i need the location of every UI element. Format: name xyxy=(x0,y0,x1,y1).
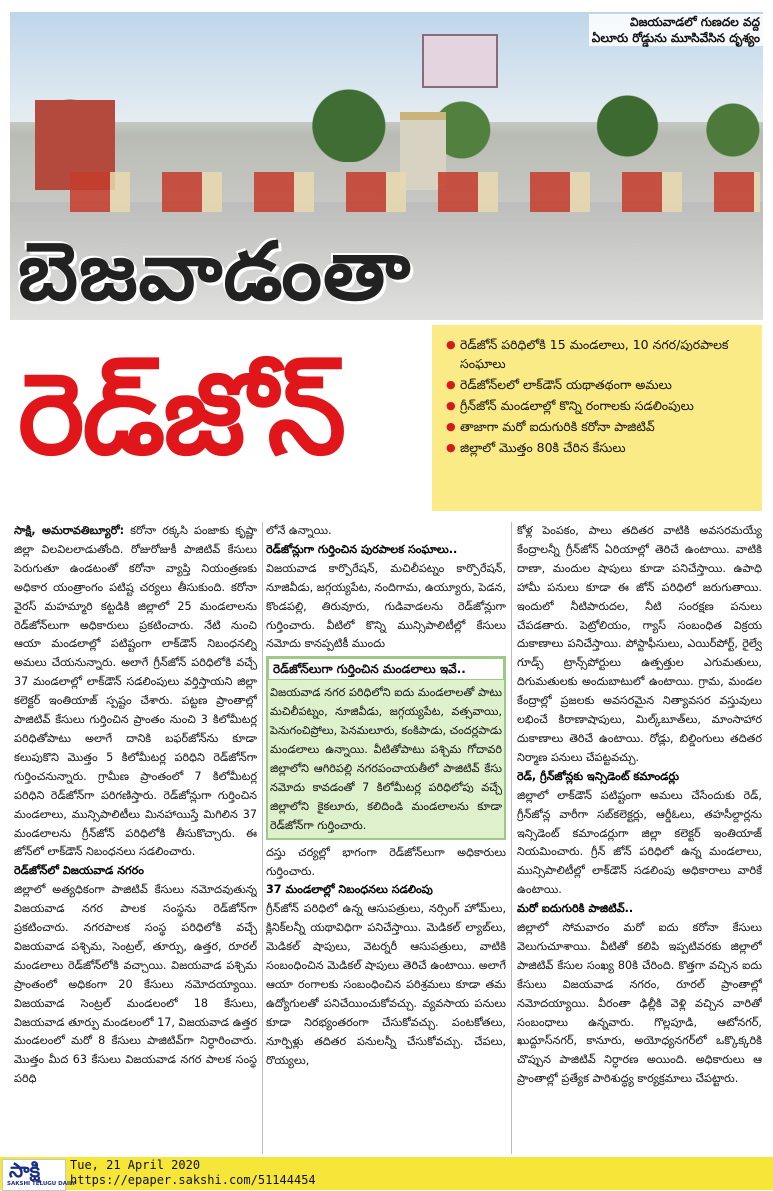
highlight-item: ● రెడ్‌జోన్ పరిధిలోకి 15 మండలాలు, 10 నగర/పురపాలక సంఘాలు xyxy=(460,335,762,373)
column-divider xyxy=(262,522,263,1154)
box-text: విజయవాడ నగర పరిధిలోని ఐదు మండలాలతో పాటు మచిలీపట్నం, నూజివీడు, జగ్గయ్యపేట, వత్సవాయి, పెనుగంచిప్రోలు, పెనమలూరు, కంకిపాడు, చందర్లపాడు మండలాలు ఉన్నాయి. వీటితోపాటు పశ్చిమ గోదావరి జిల్లాలోని ఆగిరిపల్లి నగరపంచాయతీలో పాజిటివ్ కేసు నమోదు కావడంతో 7 కిలోమీటర్ల పరిధిలోపు వచ్చే జిల్లాలోని కైకలూరు, కలిదిండి మండలాలను కూడా రెడ్‌జోన్‌గా గుర్తించారు. xyxy=(270,686,502,832)
sakshi-logo xyxy=(2,1158,76,1191)
highlight-item: ● జిల్లాలో మొత్తం 80కి చేరిన కేసులు xyxy=(460,438,762,457)
article-paragraph: దస్తు చర్యల్లో భాగంగా రెడ్‌జోన్‌లుగా అధికారులు గుర్తించారు. xyxy=(266,845,506,878)
box-title: రెడ్‌జోన్‌లుగా గుర్తించిన మండలాలు ఇవే.. xyxy=(268,658,504,680)
subheading: రెడ్, గ్రీన్‌జోన్లకు ఇన్సిడెంట్ కమాండర్లు xyxy=(517,769,679,783)
article-paragraph: లోనే ఉన్నాయి. xyxy=(266,524,332,537)
red-zone-mandals-box xyxy=(266,656,506,839)
edition-url[interactable]: https://epaper.sakshi.com/51144454 xyxy=(70,1173,316,1187)
photo-caption xyxy=(589,14,763,46)
article-paragraph: జిల్లాలో అత్యధికంగా పాజిటివ్ కేసులు నమోదవుతున్న విజయవాడ నగర పాలక సంస్థను రెడ్‌జోన్‌గా ప్రకటించారు. నగరపాలక సంస్థ పరిధిలోకి వచ్చే విజయవాడ పశ్చిమ, సెంట్రల్, తూర్పు, ఉత్తర, రూరల్ మండలాలు రెడ్‌జోన్‌లోకి వచ్చాయి. విజయవాడ పశ్చిమ ప్రాంతంలో అధికంగా 20 కేసులు నమోదయ్యాయి. విజయవాడ సెంట్రల్ మండలంలో 18 కేసులు, విజయవాడ తూర్పు మండలంలో 17, విజయవాడ ఉత్తర మండలంలో మరో 8 కేసులు పాజిటివ్‌గా నిర్ధారించారు. మొత్తం మీద 63 కేసులు విజయవాడ నగర పాలక సంస్థ పరిధి xyxy=(14,883,257,1086)
article-paragraph: కోళ్ల పెంపకం, పాలు తదితర వాటికి అవసరమయ్యే కేంద్రాలన్నీ గ్రీన్‌జోన్ ఏరియాల్లో తెరిచే ఉంటాయి. వాటికి దాణా, మందుల షాపులు కూడా పనిచేస్తాయి. ఉపాధి హామీ పనులు కూడా ఈ జోన్ పరిధిలో జరుగుతాయి. ఇందులో నీటిపారుదల, నీటి సంరక్షణ పనులు చేపడతారు. పెట్రోలియం, గ్యాస్ సంబంధిత విక్రయ దుకాణాలు పనిచేస్తాయి. పోస్టాఫీసులు, ఎయిర్‌పోర్ట్, రైల్వే గూడ్స్ ట్రాన్స్‌పోర్టులు ఉత్పత్తుల ఎగుమతులు, దిగుమతులకు అందుబాటులో ఉంటాయి. గ్రామ, మండల కేంద్రాల్లో ప్రజలకు అవసరమైన నిత్యావసర వస్తువులు లభించే కిరాణాషాపులు, మిల్క్‌బూత్‌లు, మాంసాహార దుకాణాలు తెరిచే ఉంటాయి. రోడ్లు, బిల్డింగులు తదితర నిర్మాణ పనులు చేపట్టవచ్చు. xyxy=(517,524,762,764)
subheading: రెడ్‌జోన్‌లో విజయవాడ నగరం xyxy=(14,864,144,878)
headline-line1: బెజవాడంతా xyxy=(18,225,412,318)
photo-caption-line2: ఏలూరు రోడ్డును మూసివేసిన దృశ్యం xyxy=(589,30,763,46)
article-text: కరోనా రక్కసి పంజాకు కృష్ణా జిల్లా విలవిలలాడుతోంది. రోజురోజుకీ పాజిటివ్ కేసులు పెరుగుతూ ఉండటంతో కరోనా వ్యాప్తి నియంత్రణకు అధికార యంత్రాంగం పటిష్ట చర్యలు తీసుకుంది. కరోనా వైరస్ మహమ్మారి కట్టడికి జిల్లాలో 25 మండలాలను రెడ్‌జోన్‌లుగా అధికారులు ప్రకటించారు. నేటి నుంచి ఆయా మండలాల్లో పటిష్టంగా లాక్‌డౌన్ నిబంధనల్ని అమలు చేయనున్నారు. అలాగే గ్రీన్‌జోన్ పరిధిలోకి వచ్చే 37 మండలాల్లో లాక్‌డౌన్ సడలింపులు వర్తిస్తాయని జిల్లా కలెక్టర్ ఇంతియాజ్ స్పష్టం చేశారు. పట్టణ ప్రాంతాల్లో పాజిటివ్ కేసులు గుర్తించిన ప్రాంతం నుంచి 3 కిలోమీటర్ల పరిధితోపాటు అలాగే దానికి బఫర్‌జోన్‌ను కూడా కలుపుకొని మొత్తం 5 కిలోమీటర్ల పరిధిని రెడ్‌జోన్‌గా గుర్తించనున్నారు. గ్రామీణ ప్రాంతంలో 7 కిలోమీటర్ల పరిధిని రెడ్‌జోన్‌గా పరిగణిస్తారు. రెడ్‌జోన్లుగా గుర్తించిన మండలాలు, మున్సిపాలిటీలు మినహాయిస్తే మిగిలిన 37 మండలాలను గ్రీన్‌జోన్ పరిధిలోకి తీసుకొచ్చారు. ఈ జోన్‌లో లాక్‌డౌన్ నిబంధనలు సడలించారు. xyxy=(14,524,257,859)
highlight-item: ● తాజాగా మరో ఐదుగురికి కరోనా పాజిటివ్ xyxy=(460,417,762,436)
subheading: రెడ్‌జోన్లుగా గుర్తించిన పురపాలక సంఘాలు.. xyxy=(266,542,458,556)
highlight-item: ● గ్రీన్‌జోన్ మండలాల్లో కొన్ని రంగాలకు సడలింపులు xyxy=(460,396,762,415)
edition-date: Tue, 21 April 2020 xyxy=(70,1158,201,1172)
logo-word: సాక్షి xyxy=(9,1158,41,1182)
subheading: మరో ఐదుగురికి పాజిటివ్.. xyxy=(517,902,634,916)
subheading: 37 మండలాల్లో నిబంధనలు సడలింపు xyxy=(266,883,433,897)
article-column-1 xyxy=(14,522,257,1157)
photo-trees xyxy=(10,82,763,162)
headline-line2: రెడ్‌జోన్ xyxy=(18,350,345,480)
highlight-item: ● రెడ్‌జోన్‌లలో లాక్‌డౌన్ యథాతథంగా అమలు xyxy=(460,375,762,394)
article-column-3 xyxy=(517,522,762,1157)
dateline: సాక్షి, అమరావతిబ్యూరో: xyxy=(14,524,125,537)
article-paragraph xyxy=(14,522,257,862)
column-divider xyxy=(511,522,512,1154)
logo-subtitle: SAKSHI TELUGU DAILY xyxy=(7,1181,76,1187)
article-column-2 xyxy=(266,522,506,1157)
highlights-list xyxy=(432,335,762,457)
article-paragraph: జిల్లాలో సోమవారం మరో ఐదు కరోనా కేసులు వెలుగుచూశాయి. వీటితో కలిపి ఇప్పటివరకు జిల్లాలో పాజిటివ్ కేసుల సంఖ్య 80కి చేరింది. కొత్తగా వచ్చిన ఐదు కేసులు విజయవాడ నగరం, రూరల్ ప్రాంతాల్లో నమోదయ్యాయి. వీరంతా ఢిల్లీకి వెళ్లి వచ్చిన వారితో సంబంధాలు ఉన్నవారు. గొల్లపూడి, ఆటోనగర్, ఖుద్దూస్‌నగర్, కానూరు, అయోధ్యనగర్‌లో ఒక్కొక్కరికి చొప్పున పాజిటివ్ నిర్ధారణ అయింది. అధికారులు ఆ ప్రాంతాల్లో ప్రత్యేక పారిశుద్ధ్య కార్యక్రమాలు చేపట్టారు. xyxy=(517,921,762,1086)
article-paragraph: జిల్లాలో లాక్‌డౌన్ పటిష్టంగా అమలు చేసేందుకు రెడ్, గ్రీన్‌జోన్ల వారీగా సబ్‌కలెక్టర్లు, ఆర్డీఓలు, తహసీల్దార్లను ఇన్సిడెంట్ కమాండర్లుగా జిల్లా కలెక్టర్ ఇంతియాజ్ నియమించారు. గ్రీన్ జోన్ పరిధిలో ఉన్న మండలాలు, మున్సిపాలిటీల్లో లాక్‌డౌన్ సడలింపు అధికారాలు వారికే ఉంటాయి. xyxy=(517,788,762,897)
article-paragraph: విజయవాడ కార్పొరేషన్, మచిలీపట్నం కార్పొరేషన్, నూజివీడు, జగ్గయ్యపేట, నందిగామ, ఉయ్యూరు, పెడన, కొండపల్లి, తిరువూరు, గుడివాడలను రెడ్‌జోన్లుగా గుర్తించారు. వీటిలో కొన్ని మున్సిపాలిటీల్లో కేసులు నమోదు కానప్పటికీ ముందు xyxy=(266,561,506,651)
highlights-box xyxy=(432,325,762,511)
photo-caption-line1: విజయవాడలో గుణదల వద్ద xyxy=(589,14,763,30)
photo-billboard xyxy=(422,34,498,88)
article-paragraph: గ్రీన్‌జోన్ పరిధిలో ఉన్న ఆసుపత్రులు, నర్సింగ్ హోమ్‌లు, క్లినిక్‌లన్నీ యథావిధిగా పనిచేస్తాయి. మెడికల్ ల్యాబ్‌లు, మెడికల్ షాపులు, వెటర్నరీ ఆసుపత్రులు, వాటికి సంబంధించిన మెడికల్ షాపులు తెరిచే ఉంటాయి. అలాగే ఆయా రంగాలకు సంబంధించిన పరిశ్రమలు కూడా తమ ఉద్యోగులతో పనిచేయించుకోవచ్చు. వ్యవసాయ పనులు కూడా నిరభ్యంతరంగా చేసుకోవచ్చు. పంటకోతలు, నూర్పిళ్లు తదితర పనులన్నీ చేసుకోవచ్చు. చేపలు, రొయ్యలు, xyxy=(266,902,506,1067)
photo-barricades xyxy=(70,172,760,212)
